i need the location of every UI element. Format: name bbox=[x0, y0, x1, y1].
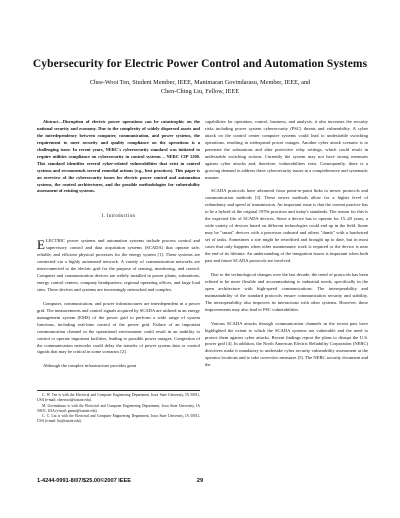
section-heading-introduction: I. Introduction bbox=[101, 214, 136, 220]
author-block bbox=[0, 78, 400, 96]
footnote-1: C. W. Ten is with the Electrical and Computer Engineering Department, Iowa State University, IA 50011, USA (e-mail: cheewooi@iastate.edu). bbox=[37, 393, 200, 403]
drop-cap: E bbox=[37, 237, 45, 253]
footnote-3: C. C. Liu is with the Electrical and Computer Engineering Department, Iowa State University, IA 50011, USA (e-mail: liu@iastate.edu). bbox=[37, 414, 200, 424]
footnotes bbox=[37, 390, 200, 424]
page-number: 29 bbox=[196, 478, 204, 484]
author-line-1: Chee-Wooi Ten, Student Member, IEEE, Manimaran Govindarasu, Member, IEEE, and bbox=[89, 79, 311, 86]
right-paragraph-1: capabilities for operation, control, business, and analysis, it also increases the security risks including power system cybersecurity (PSC) threats and vulnerability. A cyber attack on the control center computer systems could lead to undesirable switching operations, resulting in widespread power outages. Another cyber attack scenario is to penetrate the substations and alter protective relay settings, which could result in undesirable switching actions. Currently the system may not have strong measures against cyber attacks and, therefore, vulnerabilities exist. Consequently, there is a growing demand to address these cybersecurity issues in a comprehensive and systematic manner. bbox=[205, 118, 368, 180]
right-paragraph-3: Due to the technological changes over the last decade, the trend of protocols has been refined to be more flexible and accommodating to industrial needs, specifically in the open architecture with high-speed communications. The interoperability and maintainability of the standard protocols ensure communication security and stability. The interoperability also improves its interactions with other systems. However, these improvements may also lead to PSC vulnerabilities. bbox=[205, 271, 368, 312]
right-paragraph-2: SCADA protocols have advanced from point-to-point links to newer protocols and communication methods [3]. These newer methods allow for a higher level of redundancy and speed of transmission. An important issue is that the current practice has to be a hybrid of the original 1970s practices and today's standards. The reason for this is the expected life of SCADA devices. Since a device has to operate for 15–20 years, a wide variety of devices based on different technologies could end up in the field. Some may be "smart" devices with a processor onboard and others "dumb" with a hardwired set of tasks. Sometimes a site might be retrofitted and brought up to date, but in most cases that only happens when other maintenance work is required or the device is near the end of its lifetime. An understanding of the integration issues is important when both past and future SCADA protocols are involved. bbox=[205, 188, 368, 264]
intro-paragraph-1-text: LECTRIC power systems and automation systems include process control and supervisory control and data acquisition systems (SCADA) that operate safe, reliable, and efficient physical processes for the energy system [1]. These systems are connected via a highly automated network. A variety of communication networks are interconnected to the electric grid for the purpose of sensing, monitoring, and control. Computer and communication devices are widely installed in power plants, substations, energy control centers, company headquarters, regional operating offices, and large load sites. These devices and systems are increasingly networked and complex. bbox=[37, 238, 200, 292]
abstract-lead: Abstract bbox=[43, 118, 59, 124]
intro-paragraph-2: Computer, communication, and power infrastructures are interdependent in a power grid. The measurements and control signals acquired by SCADA are utilized in an energy management system (EMS) of the power grid to perform a wide range of system functions, including real-time control of the power grid. Failure of an important communication channel in the operational environment could result in an inability to control or operate important facilities, leading to possible power outages. Congestion of the communication networks could delay the transfer of power system data or control signals that may be critical in some scenarios [2]. bbox=[37, 300, 200, 355]
abstract bbox=[37, 119, 200, 195]
right-paragraph-4: Various SCADA attacks through communication channels in the recent past have highlighted the extent to which the SCADA systems are vulnerable and the need to protect them against cyber attacks. Recent findings report the plans to disrupt the U.S. power grid [4]. In addition, the North American Electric Reliability Corporation (NERC) directives make it mandatory to undertake cyber security vulnerability assessment at the operator locations and to take corrective measures [5]. The NERC security document and the bbox=[205, 320, 368, 368]
intro-paragraph-1 bbox=[37, 238, 200, 294]
footnote-2: M. Govindarasu is with the Electrical and Computer Engineering Department, Iowa State University, IA 50011, USA (e-mail: gmani@iastate.edu). bbox=[37, 403, 200, 413]
right-column bbox=[205, 112, 368, 376]
intro-paragraph-3: Although the complex infrastructure provides great bbox=[43, 363, 137, 369]
abstract-text: —Disruption of electric power operations can be catastrophic on the national security and economy. Due to the complexity of widely dispersed assets and the interdependency between computer, communication, and power systems, the requirement to meet security and quality compliance on the operations is a challenging issue. In recent years, NERC's cybersecurity standard was initiated to require utilities compliance on cybersecurity in control systems – NERC CIP 1200. This standard identifies several cyber-related vulnerabilities that exist in control systems and recommends several remedial actions (e.g., best practices). This paper is an overview of the cybersecurity issues for electric power control and automation systems, the control architectures, and the possible methodologies for vulnerability assessment of existing systems. bbox=[37, 118, 200, 194]
left-column bbox=[37, 112, 200, 431]
paper-title: Cybersecurity for Electric Power Control and Automation Systems bbox=[32, 58, 368, 70]
author-line-2: Chen-Ching Liu, Fellow, IEEE bbox=[160, 88, 240, 95]
isbn-copyright: 1-4244-0991-8/07/$25.00©2007 IEEE bbox=[37, 478, 132, 484]
